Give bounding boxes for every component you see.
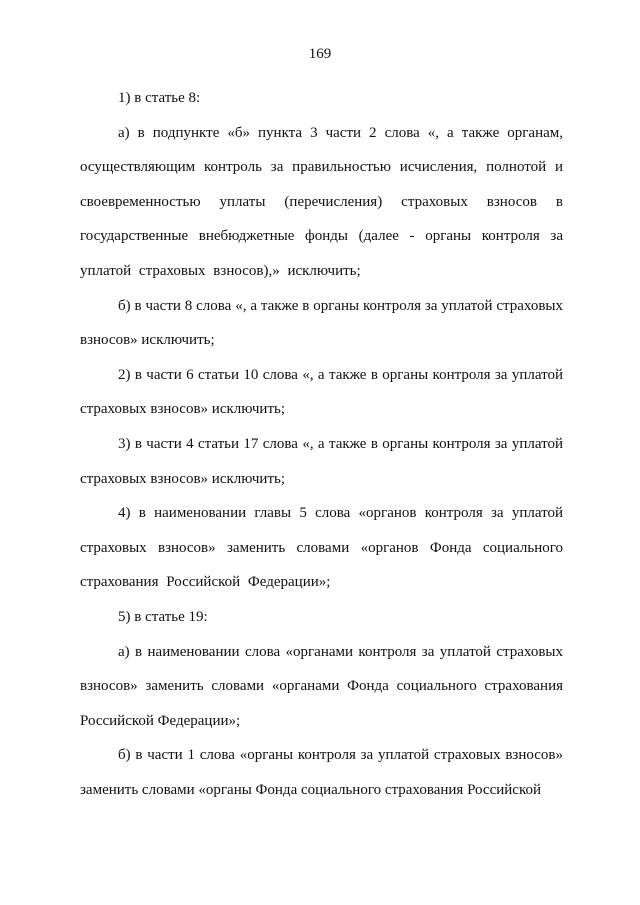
paragraph-item-1: 1) в статье 8: bbox=[118, 90, 201, 106]
paragraph-item-5-subitem-a: а) в наименовании слова «органами контроля за уплатой страховых взносов» заменить словами «органами Фонда социального страхования Российской Федерации»; bbox=[80, 643, 563, 729]
paragraph-item-3: 3) в части 4 статьи 17 слова «, а также в органы контроля за уплатой страховых взносов» исключить; bbox=[80, 435, 563, 487]
paragraph-item-5-subitem-b: б) в части 1 слова «органы контроля за уплатой страховых взносов» заменить словами «органы Фонда социального страхования Российской bbox=[80, 747, 563, 798]
paragraph-subitem-b: б) в части 8 слова «, а также в органы контроля за уплатой страховых взносов» исключить; bbox=[80, 297, 563, 349]
paragraph-item-2: 2) в части 6 статьи 10 слова «, а также в органы контроля за уплатой страховых взносов» исключить; bbox=[80, 366, 563, 418]
document-body bbox=[80, 81, 563, 807]
paragraph-item-5: 5) в статье 19: bbox=[118, 608, 208, 625]
page-number: 169 bbox=[308, 46, 332, 62]
paragraph-item-4: 4) в наименовании главы 5 слова «органов контроля за уплатой страховых взносов» заменить словами «органов Фонда социального страхования Российской Федерации»; bbox=[80, 505, 563, 591]
paragraph-subitem-a: а) в подпункте «б» пункта 3 части 2 слова «, а также органам, осуществляющим контроль за правильностью исчисления, полнотой и своевременностью уплаты (перечисления) страховых взносов в государственные внебюджетные фонды (далее - органы контроля за уплатой страховых взносов),» исключить; bbox=[80, 124, 563, 279]
